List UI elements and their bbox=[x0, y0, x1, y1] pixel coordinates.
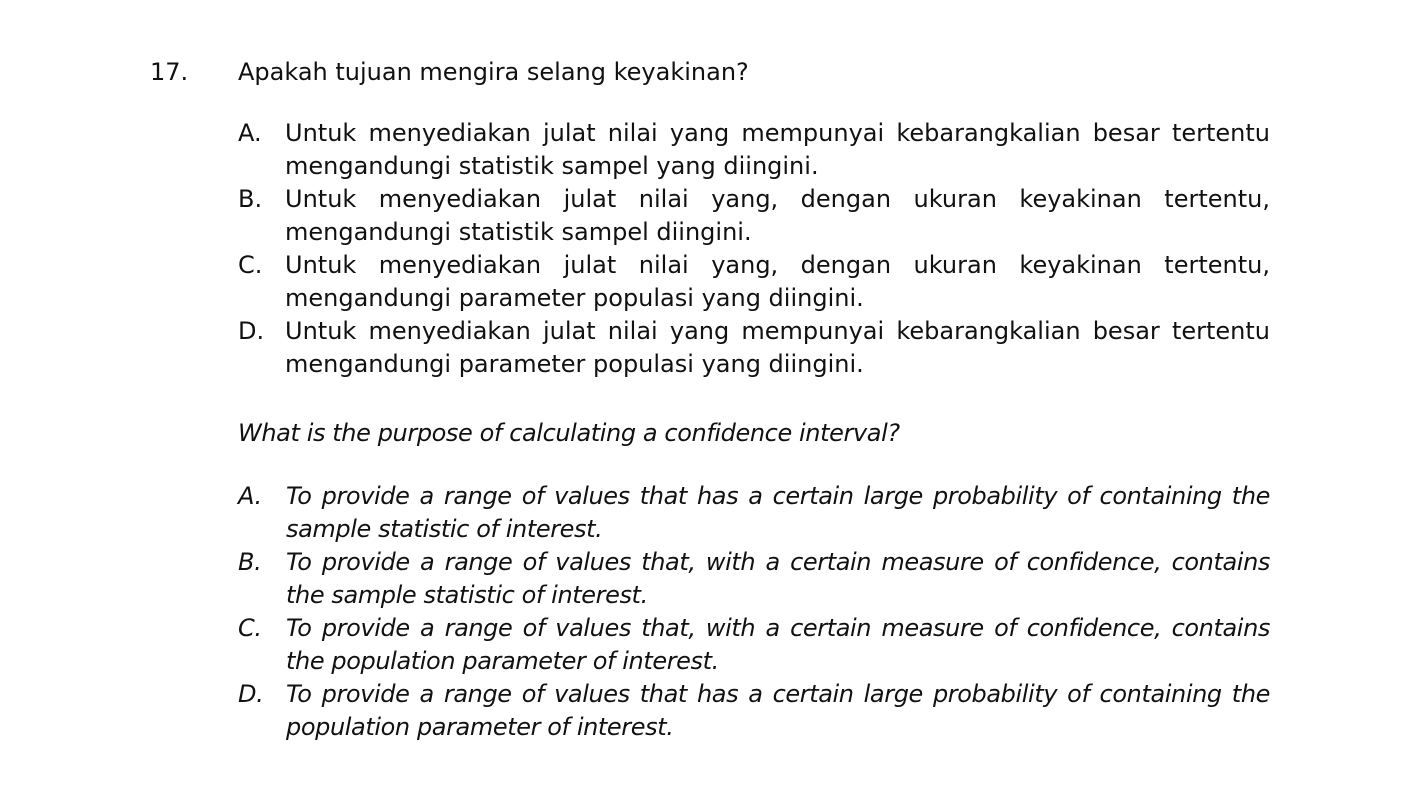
option-text: Untuk menyediakan julat nilai yang, dengan ukuran keyakinan tertentu, mengandungi statistik sampel diingini. bbox=[285, 185, 1270, 246]
option-a-malay bbox=[238, 117, 1270, 183]
option-text: Untuk menyediakan julat nilai yang mempunyai kebarangkalian besar tertentu mengandungi parameter populasi yang diingini. bbox=[285, 317, 1270, 378]
options-english bbox=[238, 480, 1270, 744]
option-letter: B. bbox=[238, 185, 263, 213]
option-text: To provide a range of values that, with a certain measure of confidence, contains the sample statistic of interest. bbox=[286, 548, 1270, 609]
option-a-english bbox=[238, 480, 1270, 546]
option-letter: C. bbox=[238, 614, 262, 642]
option-b-english bbox=[238, 546, 1270, 612]
option-letter: A. bbox=[238, 119, 262, 147]
option-d-malay bbox=[238, 315, 1270, 381]
option-text: To provide a range of values that has a certain large probability of containing the sample statistic of interest. bbox=[286, 482, 1270, 543]
option-c-malay bbox=[238, 249, 1270, 315]
option-text: Untuk menyediakan julat nilai yang mempunyai kebarangkalian besar tertentu mengandungi statistik sampel yang diingini. bbox=[285, 119, 1270, 180]
option-b-malay bbox=[238, 183, 1270, 249]
option-text: To provide a range of values that, with a certain measure of confidence, contains the population parameter of interest. bbox=[286, 614, 1270, 675]
option-c-english bbox=[238, 612, 1270, 678]
option-letter: D. bbox=[238, 317, 265, 345]
option-letter: B. bbox=[238, 548, 262, 576]
question-number: 17. bbox=[150, 58, 189, 86]
option-letter: C. bbox=[238, 251, 263, 279]
option-letter: D. bbox=[238, 680, 264, 708]
question-stem-english: What is the purpose of calculating a confidence interval? bbox=[238, 419, 900, 447]
option-d-english bbox=[238, 678, 1270, 744]
options-malay bbox=[238, 117, 1270, 381]
option-text: To provide a range of values that has a certain large probability of containing the population parameter of interest. bbox=[286, 680, 1270, 741]
question-stem-malay: Apakah tujuan mengira selang keyakinan? bbox=[238, 58, 749, 86]
option-text: Untuk menyediakan julat nilai yang, dengan ukuran keyakinan tertentu, mengandungi parameter populasi yang diingini. bbox=[285, 251, 1270, 312]
option-letter: A. bbox=[238, 482, 262, 510]
